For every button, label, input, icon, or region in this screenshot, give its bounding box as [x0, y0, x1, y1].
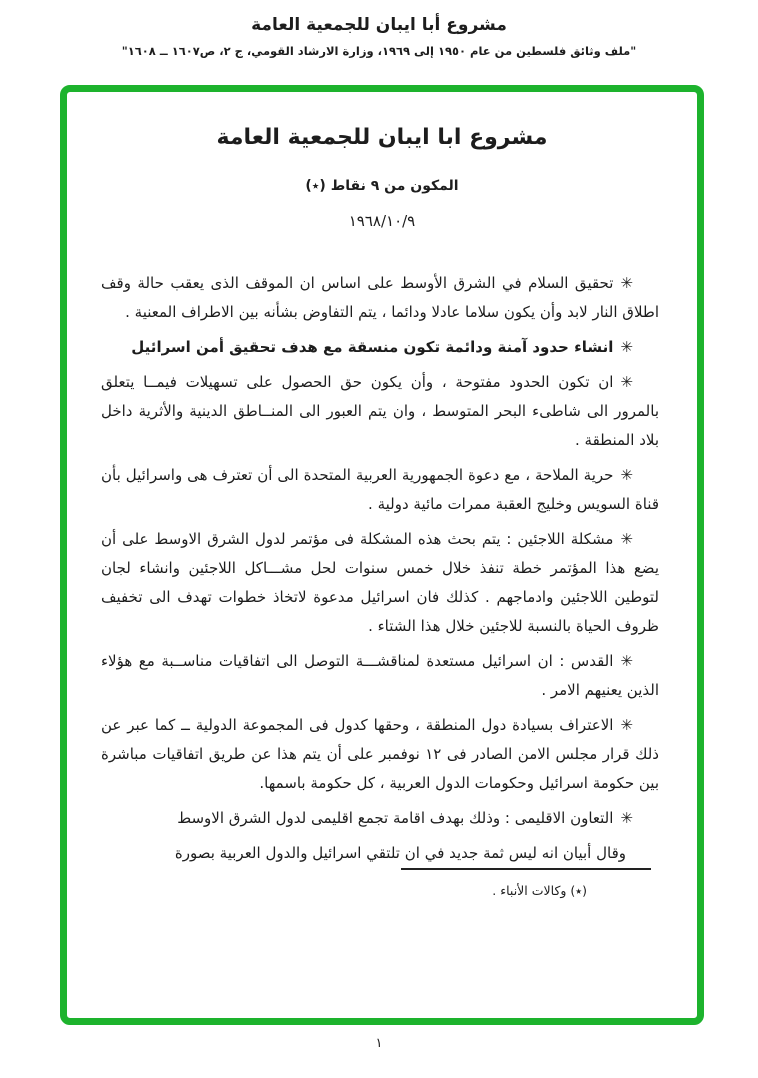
asterisk-icon: ✳	[620, 373, 633, 391]
paragraph-text: وقال أبيان انه ليس ثمة جديد في ان تلتقي اسرائيل والدول العربية بصورة	[174, 844, 626, 862]
asterisk-icon: ✳	[620, 530, 633, 548]
document-title: مشروع ابا ايبان للجمعية العامة	[216, 125, 548, 150]
paragraph	[101, 333, 659, 362]
paragraph-text: تحقيق السلام في الشرق الأوسط على اساس ان الموقف الذى يعقب حالة وقف اطلاق النار لابد وأن يكون سلاما عادلا ودائما ، يتم التفاوض بشأنه بين الاطراف المعنية .	[101, 274, 659, 321]
footnote-text: (٭) وكالات الأنباء .	[492, 883, 587, 898]
paragraph	[101, 368, 659, 455]
document-date: ١٩٦٨/١٠/٩	[348, 212, 416, 230]
document-body	[101, 269, 659, 868]
footnote-block	[103, 866, 659, 900]
asterisk-icon: ✳	[620, 652, 633, 670]
header-title: مشروع أبا ايبان للجمعية العامة	[251, 15, 507, 35]
asterisk-icon: ✳	[620, 338, 633, 356]
asterisk-icon: ✳	[620, 466, 633, 484]
asterisk-icon: ✳	[620, 274, 633, 292]
paragraph	[101, 804, 659, 833]
document-head	[67, 122, 697, 231]
paragraph-text: انشاء حدود آمنة ودائمة تكون منسقة مع هدف تحقيق أمن اسرائيل	[131, 338, 614, 356]
paragraph-text: حرية الملاحة ، مع دعوة الجمهورية العربية المتحدة الى أن تعترف هى واسرائيل بأن قناة السويس وخليج العقبة ممرات مائية دولية .	[101, 466, 659, 513]
document-frame	[60, 85, 704, 1025]
paragraph-text: مشكلة اللاجئين : يتم بحث هذه المشكلة فى مؤتمر لدول الشرق الاوسط على أن يضع هذا المؤتمر خطة تنفذ خلال خمس سنوات لحل مشـــاكل اللاجئين وانشاء لجان لتوطين اللاجئين وادماجهم . كذلك فان اسرائيل مدعوة لاتخاذ خطوات تهدف الى تخفيف ظروف الحياة بالنسبة للاجئين خلال هذا الشتاء .	[101, 530, 659, 635]
header-source-line: "ملف وثائق فلسطين من عام ١٩٥٠ إلى ١٩٦٩، وزارة الارشاد القومي، ج ٢، ص١٦٠٧ ــ ١٦٠٨"	[121, 44, 637, 58]
footnote-divider	[401, 868, 651, 870]
paragraph-text: القدس : ان اسرائيل مستعدة لمناقشـــة التوصل الى اتفاقيات مناســبة مع هؤلاء الذين يعنيهم الامر .	[101, 652, 659, 699]
paragraph-text: الاعتراف بسيادة دول المنطقة ، وحقها كدول فى المجموعة الدولية ــ كما عبر عن ذلك قرار مجلس الامن الصادر فى ١٢ نوفمبر على أن يتم هذا عن طريق اتفاقيات مباشرة بين حكومة اسرائيل وحكومات الدول العربية ، كل حكومة باسمها.	[101, 716, 659, 792]
paragraph	[101, 839, 659, 868]
paragraph-text: ان تكون الحدود مفتوحة ، وأن يكون حق الحصول على تسهيلات فيمــا يتعلق بالمرور الى شاطىء البحر المتوسط ، وان يتم العبور الى المنــاطق الدينية والأثرية داخل بلاد المنطقة .	[101, 373, 659, 449]
page-number: ١	[375, 1036, 383, 1051]
paragraph-text: التعاون الاقليمى : وذلك بهدف اقامة تجمع اقليمى لدول الشرق الاوسط	[177, 809, 614, 827]
paragraph	[101, 461, 659, 519]
paragraph	[101, 525, 659, 641]
paragraph	[101, 711, 659, 798]
asterisk-icon: ✳	[620, 809, 633, 827]
paragraph	[101, 647, 659, 705]
page-header	[0, 12, 758, 60]
paragraph	[101, 269, 659, 327]
document-subtitle: المكون من ٩ نقاط (٭)	[305, 178, 459, 194]
asterisk-icon: ✳	[620, 716, 633, 734]
